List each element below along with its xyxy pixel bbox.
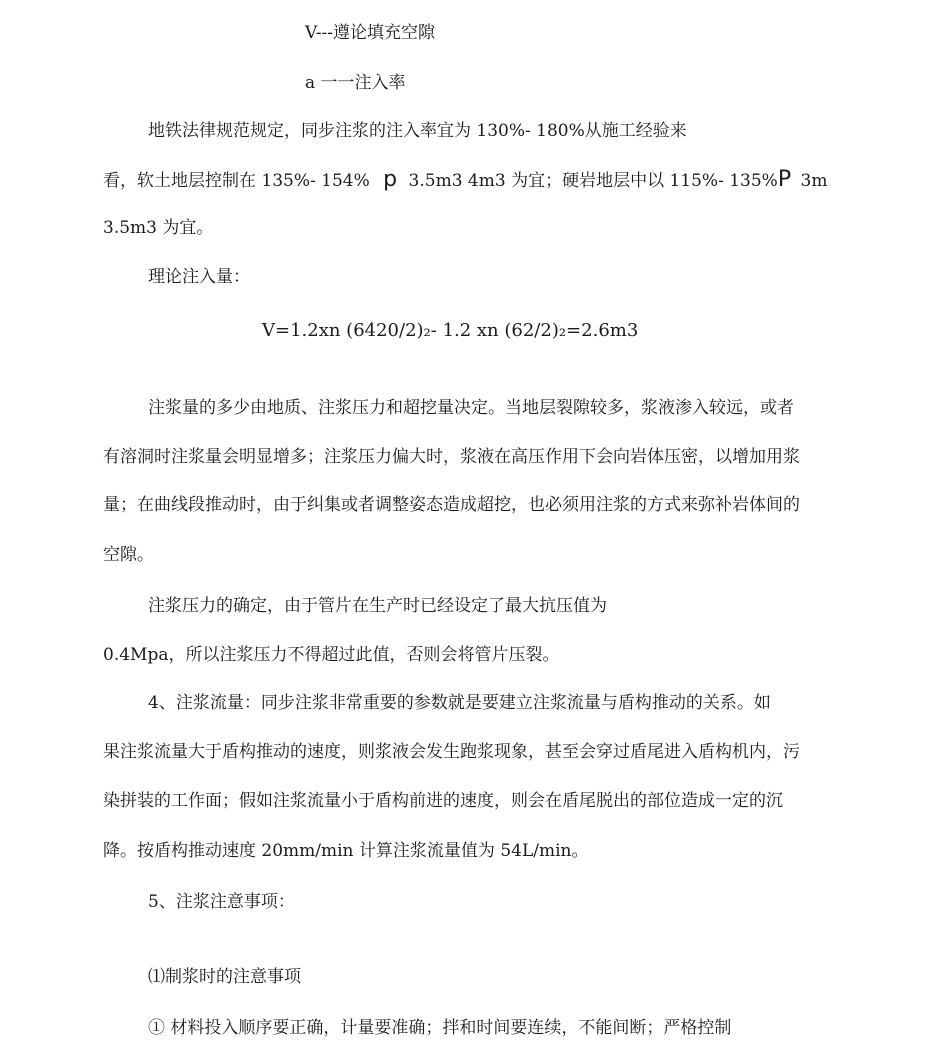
line-2-part-a: 看，软土地层控制在 135%- 154% bbox=[103, 171, 370, 191]
paragraph-grout-volume-line-4: 空隙。 bbox=[103, 545, 154, 565]
list-item-1: ① 材料投入顺序要正确，计量要准确；拌和时间要连续，不能间断；严格控制 bbox=[148, 1018, 732, 1038]
theory-injection-label: 理论注入量： bbox=[148, 267, 250, 287]
line-2-part-b: 3.5m3 4m3 为宜；硬岩地层中以 115%- 135% bbox=[408, 171, 778, 191]
symbol-p-lower: p bbox=[383, 167, 398, 192]
paragraph-grout-volume-line-3: 量；在曲线段推动时，由于纠集或者调整姿态造成超挖，也必须用注浆的方式来弥补岩体间的 bbox=[103, 495, 800, 515]
paragraph-injection-rate-line-3: 3.5m3 为宜。 bbox=[103, 218, 214, 238]
line-2-part-c: 3m bbox=[800, 171, 828, 191]
paragraph-grout-volume-line-1: 注浆量的多少由地质、注浆压力和超挖量决定。当地层裂隙较多，浆液渗入较远，或者 bbox=[148, 398, 794, 418]
paragraph-injection-rate-line-1: 地铁法律规范规定，同步注浆的注入率宜为 130%- 180%从施工经验来 bbox=[148, 121, 687, 141]
subsection-mixing-notes: ⑴制浆时的注意事项 bbox=[148, 967, 301, 987]
paragraph-grout-flow-line-2: 果注浆流量大于盾构推动的速度，则浆液会发生跑浆现象，甚至会穿过盾尾进入盾构机内，污 bbox=[103, 742, 800, 762]
paragraph-grout-pressure-line-1: 注浆压力的确定，由于管片在生产时已经设定了最大抗压值为 bbox=[148, 596, 607, 616]
theory-injection-formula: V=1.2xn (6420/2)₂- 1.2 xn (62/2)₂=2.6m3 bbox=[262, 320, 639, 341]
symbol-p-upper: P bbox=[777, 167, 792, 192]
variable-v-definition: V---遵论填充空隙 bbox=[305, 23, 435, 43]
variable-a-definition: a 一一注入率 bbox=[305, 73, 406, 93]
paragraph-grout-pressure-line-2: 0.4Mpa，所以注浆压力不得超过此值，否则会将管片压裂。 bbox=[103, 645, 560, 665]
paragraph-grout-flow-line-3: 染拼装的工作面；假如注浆流量小于盾构前进的速度，则会在盾尾脱出的部位造成一定的沉 bbox=[103, 791, 783, 811]
paragraph-grout-flow-line-4: 降。按盾构推动速度 20mm/min 计算注浆流量值为 54L/min。 bbox=[103, 841, 589, 861]
paragraph-grout-volume-line-2: 有溶洞时注浆量会明显增多；注浆压力偏大时，浆液在高压作用下会向岩体压密，以增加用浆 bbox=[103, 447, 800, 467]
section-5-heading: 5、注浆注意事项： bbox=[148, 892, 295, 912]
paragraph-grout-flow-line-1: 4、注浆流量：同步注浆非常重要的参数就是要建立注浆流量与盾构推动的关系。如 bbox=[148, 693, 771, 713]
paragraph-injection-rate-line-2 bbox=[103, 169, 827, 192]
